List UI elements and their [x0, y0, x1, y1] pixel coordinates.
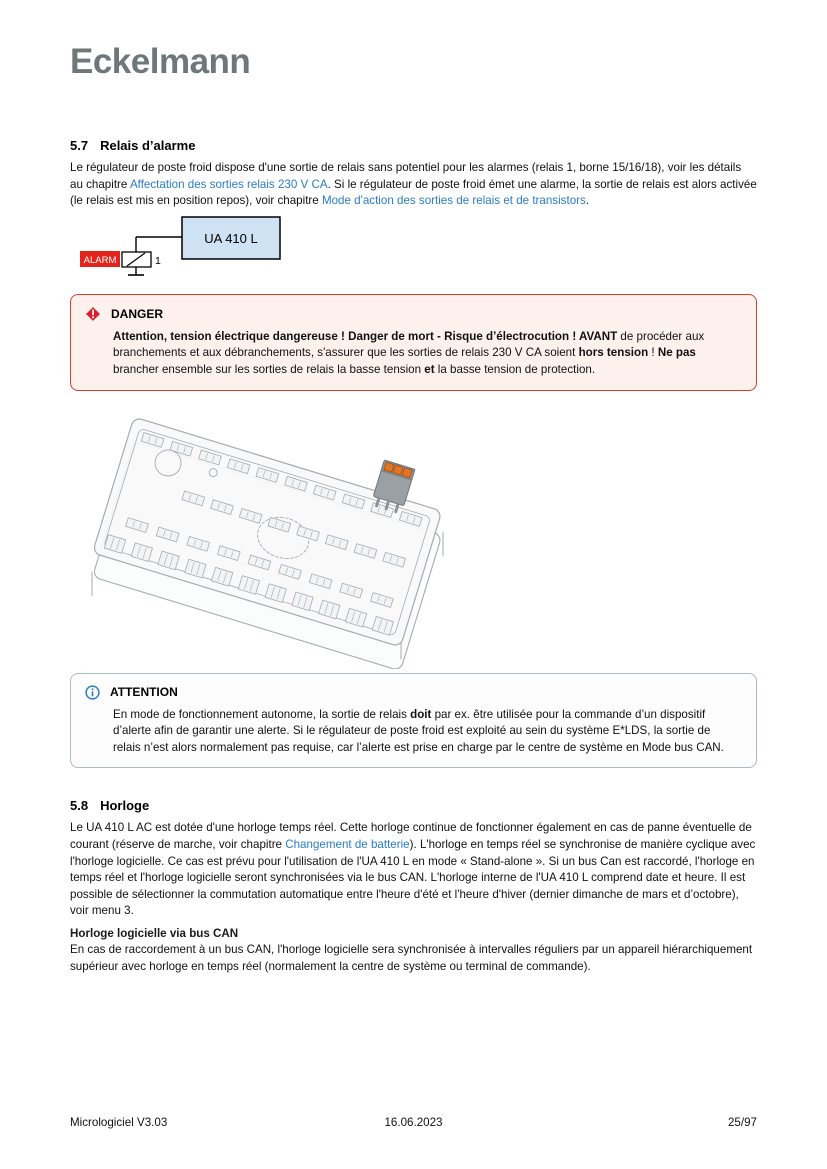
text-segment: et — [424, 362, 435, 376]
danger-diamond-icon — [85, 306, 101, 322]
text-segment: . — [585, 194, 590, 208]
text-segment: par ex. être utilisée pour la commande d’un dispositif d’alerte afin de garantir une alerte. Si le régulateur de poste froid est exploité au sein du système E*LDS, la sortie de relais n’est alors normalement pas requise, car l’alerte est prise en charge par le centre de système en Mode bus CAN. — [113, 707, 724, 754]
attention-header — [85, 685, 742, 700]
text-segment: ! — [648, 346, 658, 360]
cross-reference-link[interactable]: Changement de batterie — [285, 837, 410, 851]
danger-notice-box — [70, 294, 757, 391]
eckelmann-logo: Eckelmann — [70, 42, 251, 81]
text-segment: brancher ensemble sur les sorties de relais la basse tension — [113, 362, 425, 376]
footer-page-number: 25/97 — [727, 1116, 757, 1129]
text-segment: ). L'horloge en temps réel se synchronise de manière cyclique avec l'horloge logicielle. Ce cas est prévu pour l'utilisation de l'UA 410 L en mode « Stand-alone ». Si un bus Can est raccordé, l'horloge en temps réel et l'horloge logicielle seront synchronisées via le bus CAN. L'horloge interne de l'UA 410 L comprend date et heure. Il est possible de sélectionner la commutation automatique entre l'heure d'été et l'heure d'hiver (dernier dimanche de mars et d’octobre), voir menu 3. — [70, 837, 756, 918]
section-number: 5.8 — [70, 798, 89, 814]
attention-title: ATTENTION — [110, 685, 178, 700]
alarm-label-text: ALARM — [83, 254, 117, 266]
text-segment: de procéder aux branchements et aux débranchements, s'assurer que les sorties de relais 230 V CA soient — [113, 329, 705, 360]
section-heading-relay — [70, 138, 757, 153]
attention-body — [113, 707, 738, 757]
attention-notice-box — [70, 673, 757, 769]
text-segment: Le UA 410 L AC est dotée d'une horloge temps réel. Cette horloge continue de fonctionner également en cas de panne éventuelle de courant (réserve de marche, voir chapitre — [70, 821, 752, 851]
clock-paragraph — [70, 820, 757, 920]
section-number: 5.7 — [70, 138, 89, 153]
text-segment: Le régulateur de poste froid dispose d'une sortie de relais sans potentiel pour les alarmes (relais 1, borne 15/16/18), voir les détails au chapitre — [70, 161, 742, 191]
footer-date: 16.06.2023 — [384, 1116, 443, 1129]
board-illustration-svg — [74, 397, 469, 669]
text-segment: . Si le régulateur de poste froid émet une alarme, la sortie de relais est alors activée (le relais est mis en position repos), voir chapitre — [70, 177, 757, 208]
section-heading-clock — [70, 798, 757, 813]
text-segment: Attention, tension électrique dangereuse ! — [113, 329, 349, 343]
device-box-label: UA 410 L — [204, 230, 258, 246]
section-title: Horloge — [100, 798, 150, 814]
danger-body — [113, 329, 738, 379]
alarm-relay-diagram — [78, 216, 288, 282]
alarm-relay-diagram-svg — [78, 216, 288, 282]
relay-number-label: 1 — [155, 254, 161, 267]
text-segment: Danger de mort - Risque d’électrocution ! AVANT — [348, 329, 618, 343]
danger-title: DANGER — [111, 306, 164, 321]
info-icon — [85, 685, 100, 700]
text-segment: hors tension — [578, 346, 649, 360]
text-segment: Ne pas — [657, 346, 696, 360]
cross-reference-link[interactable]: Affectation des sorties relais 230 V CA — [129, 177, 328, 191]
relay-intro-paragraph — [70, 160, 757, 210]
section-title: Relais d’alarme — [100, 138, 196, 153]
cross-reference-link[interactable]: Mode d'action des sorties de relais et de transistors — [321, 194, 586, 208]
text-segment: la basse tension de protection. — [434, 362, 596, 376]
text-segment: En cas de raccordement à un bus CAN, l'horloge logicielle sera synchronisée à intervalles réguliers par un appareil hiérarchiquement supérieur avec horloge en temps réel (normalement la centre de système ou terminal de commande). — [70, 942, 753, 973]
clock-can-paragraph — [70, 942, 757, 975]
text-segment: doit — [410, 707, 432, 721]
text-segment: En mode de fonctionnement autonome, la sortie de relais — [113, 707, 411, 721]
page-footer — [70, 1116, 757, 1129]
clock-subheading: Horloge logicielle via bus CAN — [70, 926, 239, 940]
board-illustration — [74, 397, 469, 669]
footer-firmware-version: Micrologiciel V3.03 — [70, 1116, 168, 1129]
danger-header — [85, 306, 742, 322]
